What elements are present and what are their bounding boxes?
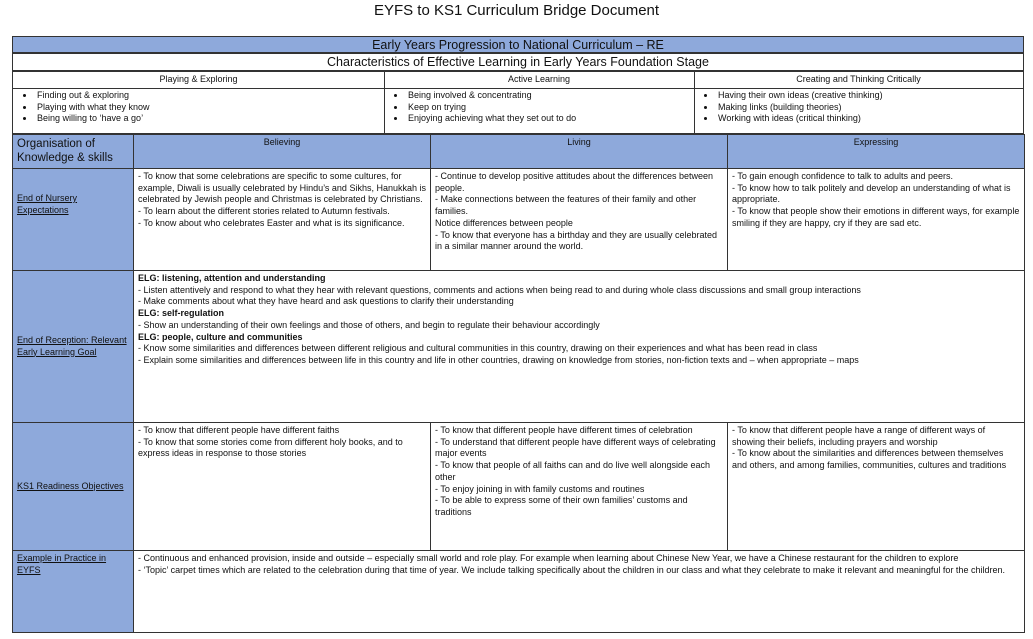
list-item: • Making links (building theories) <box>716 102 1023 114</box>
text-line: - To gain enough confidence to talk to adults and peers. <box>732 171 953 181</box>
ks1-believing-cell <box>134 423 431 551</box>
elg-heading: ELG: listening, attention and understanding <box>138 273 326 283</box>
nursery-expressing-cell <box>728 169 1025 271</box>
reception-elg-cell <box>134 271 1025 423</box>
list-item: • Having their own ideas (creative thinking) <box>716 90 1023 102</box>
text-line: - Know some similarities and differences between different religious and cultural communities in this country, drawing on their experiences and what has been read in class <box>138 343 818 354</box>
characteristic-creating-thinking <box>694 72 1023 133</box>
text-line: - To know how to talk politely and develop an understanding of what is appropriate. <box>732 182 1011 205</box>
curriculum-table <box>12 134 1025 633</box>
list-item: • Working with ideas (critical thinking) <box>716 113 1023 125</box>
text-line: - To know that different people have different faiths <box>138 425 340 435</box>
characteristic-heading: Active Learning <box>384 72 694 89</box>
ks1-label-cell <box>13 423 134 551</box>
nursery-label-cell <box>13 169 134 271</box>
nursery-row <box>13 169 1025 271</box>
text-line: - To know that different people have different times of celebration <box>435 425 693 435</box>
text-line: - Explain some similarities and differences between life in this country and life in other countries, drawing on knowledge from stories, non-fiction texts and – when appropriate – maps <box>138 354 859 365</box>
ks1-living-cell <box>431 423 728 551</box>
practice-cell <box>134 551 1025 633</box>
believing-heading: Believing <box>134 135 431 169</box>
text-line: - To understand that different people have different ways of celebrating major events <box>435 436 716 459</box>
text-line: - Make connections between the features of their family and other families. <box>435 194 697 217</box>
list-item: • Keep on trying <box>406 102 694 114</box>
elg-heading: ELG: self-regulation <box>138 308 225 319</box>
list-item: • Finding out & exploring <box>35 90 384 102</box>
text-line: - To know that people show their emotions in different ways, for example smiling if they are happy, cry if they are sad etc. <box>732 206 1020 228</box>
document-title: EYFS to KS1 Curriculum Bridge Document <box>373 2 660 19</box>
text-line: - To know about who celebrates Easter and what is its significance. <box>138 217 405 228</box>
practice-eyfs-link[interactable]: Example in Practice in EYFS <box>17 553 107 575</box>
reception-label-cell <box>13 271 134 423</box>
text-line: - To know that people of all faiths can and do live well alongside each other <box>435 460 711 482</box>
column-divider <box>694 72 695 133</box>
list-item: • Being willing to ‘have a go’ <box>35 113 384 125</box>
characteristic-list <box>384 89 694 125</box>
list-item: • Playing with what they know <box>35 102 384 114</box>
practice-label-cell <box>13 551 134 633</box>
text-line: - Continuous and enhanced provision, inside and outside – especially small world and role play. For example when learning about Chinese New Year, we have a Chinese restaurant for the children to explore <box>138 553 959 563</box>
ks1-readiness-link[interactable]: KS1 Readiness Objectives <box>17 480 124 491</box>
characteristic-list <box>13 89 384 125</box>
characteristic-heading: Creating and Thinking Critically <box>694 72 1023 89</box>
text-line: - Listen attentively and respond to what they hear with relevant questions, comments and actions when being read to and during whole class discussions and small group interactions <box>138 284 861 295</box>
living-heading: Living <box>431 135 728 169</box>
elg-heading: ELG: people, culture and communities <box>138 331 303 342</box>
organisation-heading: Organisation of Knowledge & skills <box>13 135 134 169</box>
ks1-expressing-cell <box>728 423 1025 551</box>
text-line: - To know that some celebrations are specific to some cultures, for example, Diwali is usually celebrated by Hindu’s and Sikhs, Hanukkah is celebrated by Jewish people and Christmas is celebrated by Christians. <box>138 171 426 205</box>
characteristic-playing-exploring <box>13 72 384 133</box>
list-item: • Being involved & concentrating <box>406 90 694 102</box>
text-line: - Make comments about what they have heard and ask questions to clarify their understanding <box>138 296 514 307</box>
practice-row <box>13 551 1025 633</box>
column-divider <box>384 72 385 133</box>
expressing-heading: Expressing <box>728 135 1025 169</box>
list-item: • Enjoying achieving what they set out to do <box>406 113 694 125</box>
text-line: - Show an understanding of their own feelings and those of others, and begin to regulate their behaviour accordingly <box>138 319 600 330</box>
text-line: - To know that different people have a range of different ways of showing their beliefs, including prayers and worship <box>732 425 986 447</box>
ks1-row <box>13 423 1025 551</box>
text-line: - To learn about the different stories related to Autumn festivals. <box>138 206 390 217</box>
banner-title: Early Years Progression to National Curriculum – RE <box>12 36 1024 53</box>
text-line: - To enjoy joining in with family customs and routines <box>435 483 645 494</box>
header-row <box>13 135 1025 169</box>
text-line: - To know that everyone has a birthday and they are usually celebrated in a similar manner around the world. <box>435 229 718 252</box>
text-line: - Continue to develop positive attitudes about the differences between people. <box>435 171 714 193</box>
text-line: - To know that some stories come from different holy books, and to express ideas in response to those stories <box>138 436 403 459</box>
nursery-expectations-link[interactable]: End of Nursery Expectations <box>17 193 78 215</box>
characteristic-list <box>694 89 1023 125</box>
characteristic-heading: Playing & Exploring <box>13 72 384 89</box>
text-line: - ‘Topic’ carpet times which are related to the celebration during that time of year. We include talking specifically about the children in our class and what they celebrate to make it relevant and meaningful for the children. <box>138 564 1005 575</box>
nursery-believing-cell <box>134 169 431 271</box>
reception-row <box>13 271 1025 423</box>
characteristic-active-learning <box>384 72 694 133</box>
nursery-living-cell <box>431 169 728 271</box>
text-line: Notice differences between people <box>435 217 573 228</box>
characteristics-panel <box>12 71 1024 134</box>
reception-elg-link[interactable]: End of Reception: Relevant Early Learning Goal <box>17 334 127 357</box>
text-line: - To be able to express some of their own families’ customs and traditions <box>435 495 688 517</box>
characteristics-title: Characteristics of Effective Learning in Early Years Foundation Stage <box>12 53 1024 71</box>
text-line: - To know about the similarities and differences between themselves and others, and among families, communities, cultures and traditions <box>732 448 1007 471</box>
